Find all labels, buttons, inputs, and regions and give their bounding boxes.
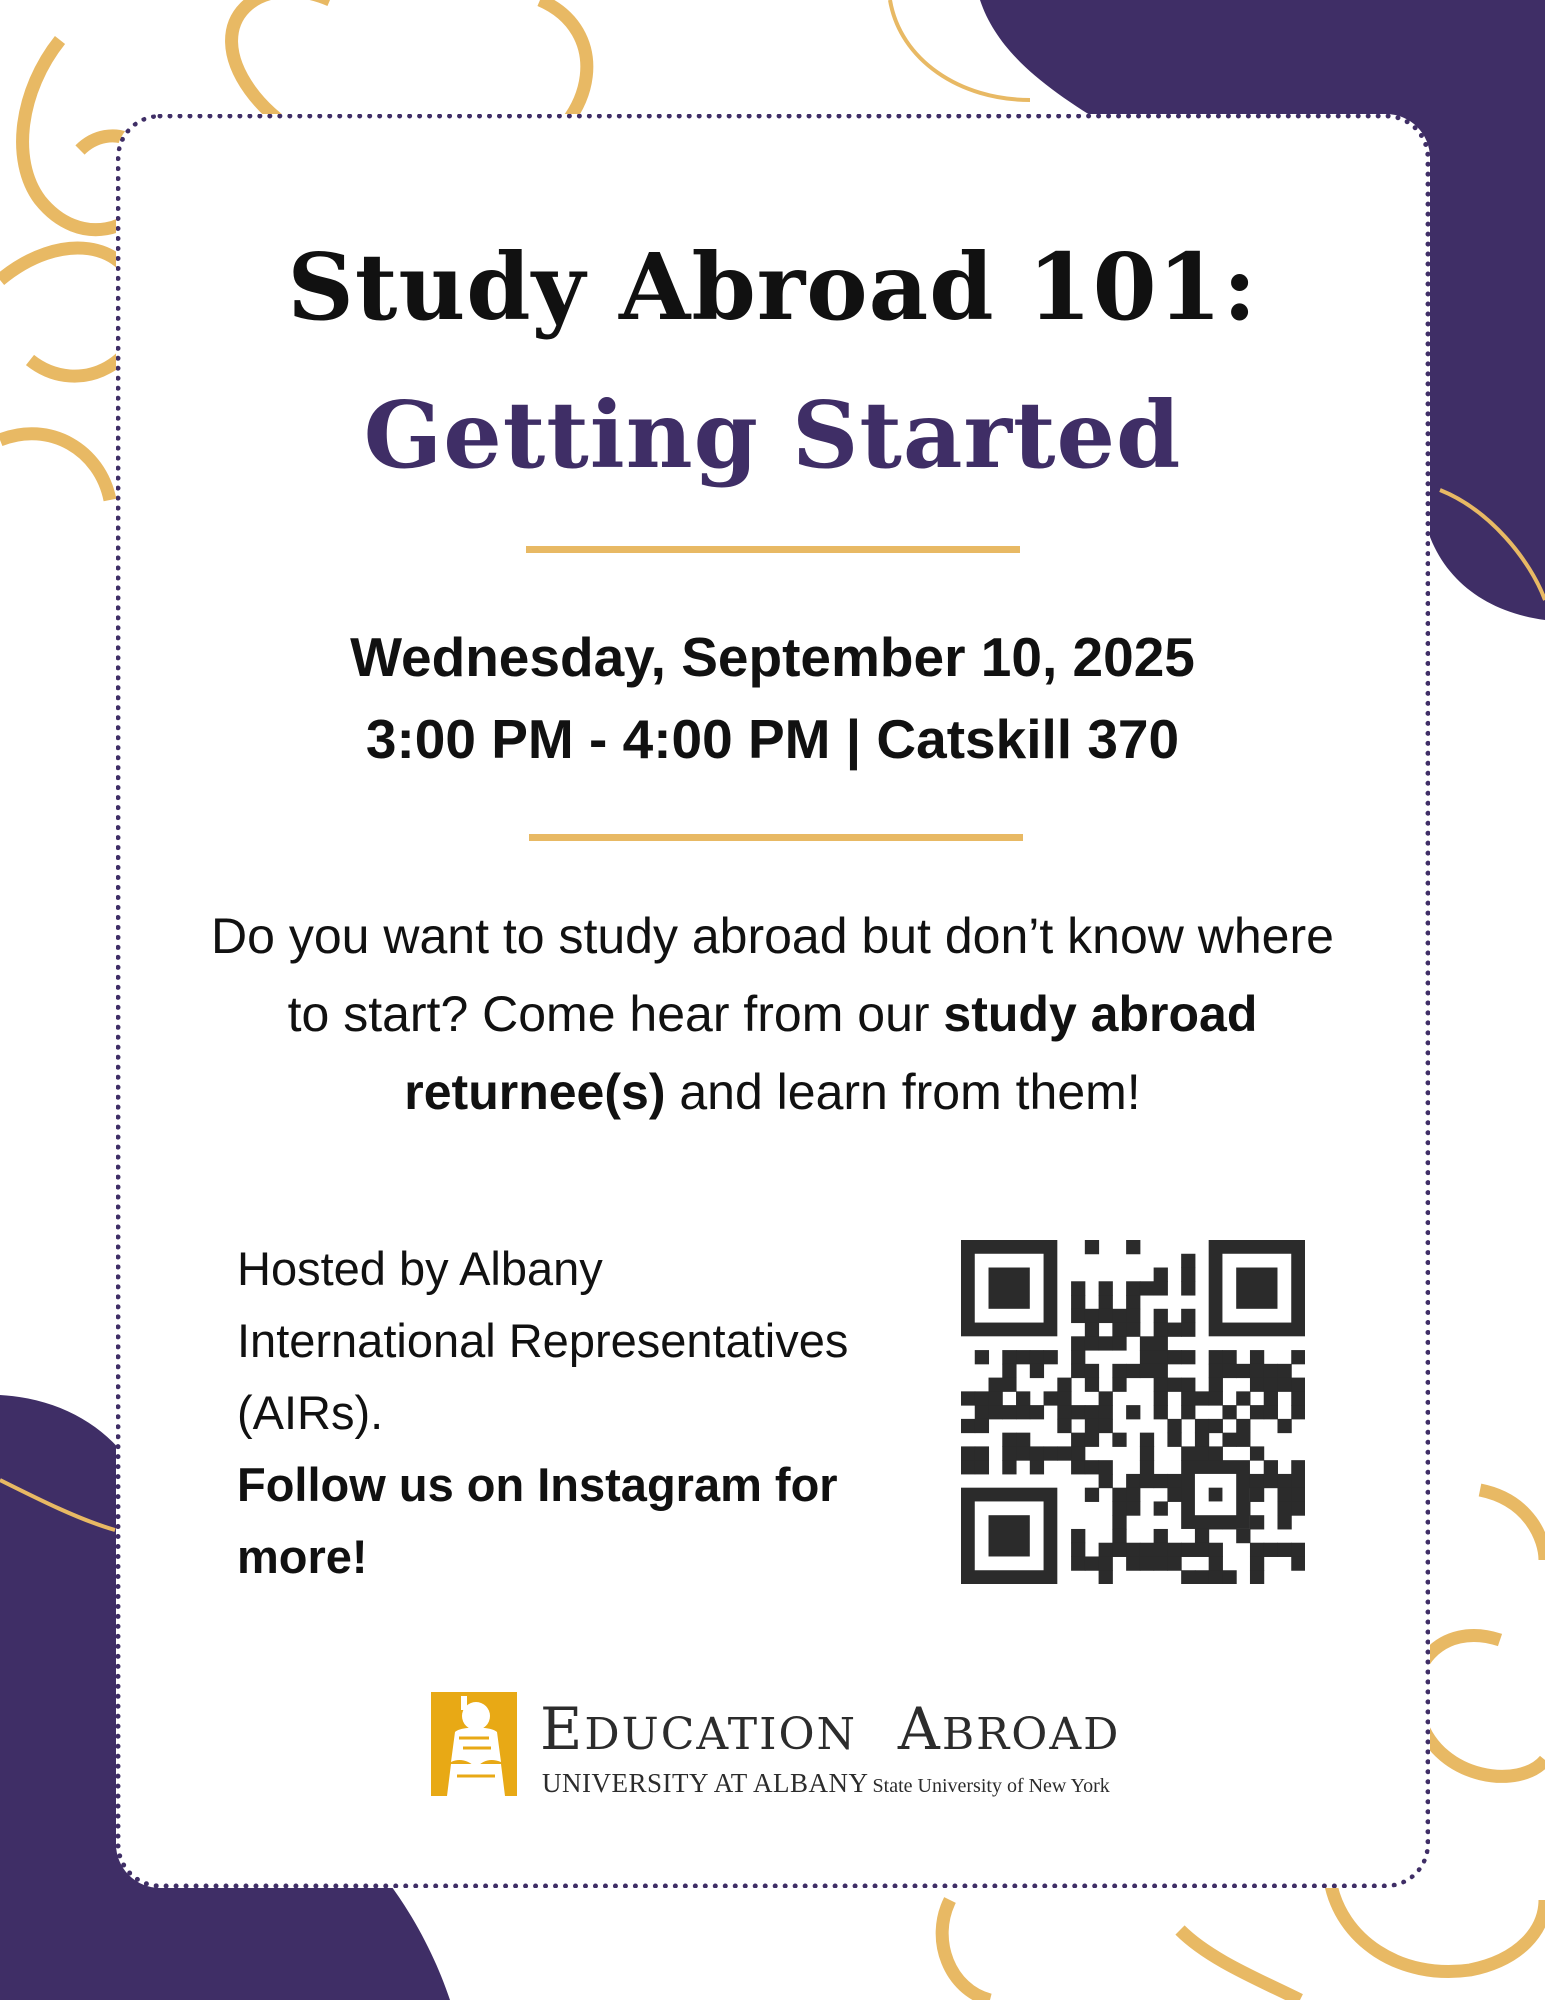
intro-text-2: and learn from them!	[665, 1064, 1141, 1120]
divider-top	[526, 546, 1020, 553]
org-initial-a: A	[897, 1695, 942, 1763]
title-line-2: Getting Started	[363, 381, 1182, 489]
intro-text-1: Do you want to study abroad but don’t know where to start? Come hear from our	[211, 908, 1334, 1042]
org-word-broad: BROAD	[941, 1709, 1121, 1760]
state-university: State University of New York	[872, 1775, 1110, 1797]
organization-subtitle	[542, 1767, 1110, 1804]
university-name: UNIVERSITY AT ALBANY	[542, 1768, 869, 1798]
event-datetime	[0, 616, 1545, 780]
minerva-statue-logo-icon	[431, 1692, 517, 1796]
hosted-by-text: Hosted by Albany International Representatives (AIRs).	[237, 1242, 849, 1439]
organization-name	[540, 1697, 1120, 1767]
intro-paragraph	[0, 897, 1545, 1131]
divider-bottom	[529, 834, 1023, 841]
event-time-location: 3:00 PM - 4:00 PM | Catskill 370	[365, 708, 1180, 770]
intro-bold: study abroad returnee(s)	[404, 986, 1258, 1120]
follow-instagram-text: Follow us on Instagram for more!	[237, 1458, 838, 1583]
org-initial-e: E	[540, 1695, 585, 1763]
org-word-ducation: DUCATION	[584, 1709, 858, 1760]
qr-code-icon[interactable]	[961, 1240, 1305, 1584]
title-line-1: Study Abroad 101:	[287, 233, 1258, 341]
event-date: Wednesday, September 10, 2025	[350, 626, 1195, 688]
